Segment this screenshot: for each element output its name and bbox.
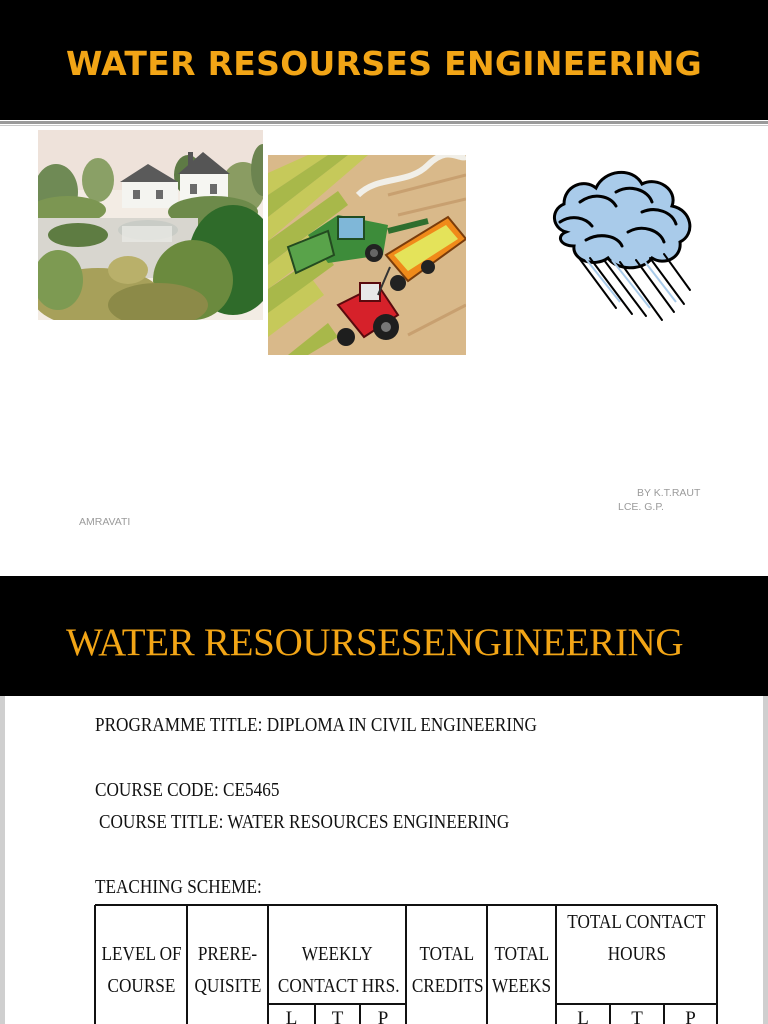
location-text: AMRAVATI bbox=[79, 516, 131, 528]
subheader-weekly-l: L bbox=[285, 1008, 298, 1024]
course-code: COURSE CODE: CE5465 bbox=[95, 779, 280, 801]
subheader-weekly-t: T bbox=[331, 1008, 344, 1024]
header-total-contact-hours: TOTAL CONTACT HOURS bbox=[567, 911, 706, 965]
author-affiliation: LCE. G.P. bbox=[618, 501, 664, 513]
programme-title: PROGRAMME TITLE: DIPLOMA IN CIVIL ENGINEERING bbox=[95, 714, 537, 736]
header-total-credits: TOTAL CREDITS bbox=[411, 943, 484, 997]
header-divider-thin bbox=[0, 125, 768, 126]
header-divider bbox=[0, 121, 768, 124]
author-credit bbox=[600, 486, 720, 514]
header-total-weeks: TOTAL WEEKS bbox=[491, 943, 552, 997]
syllabus-slide-heading: WATER RESOURSESENGINEERING bbox=[66, 621, 684, 664]
village-pond-clipart bbox=[38, 130, 263, 320]
subheader-total-p: P bbox=[685, 1008, 696, 1024]
header-level-of-course: LEVEL OF COURSE bbox=[101, 943, 182, 997]
subheader-weekly-p: P bbox=[377, 1008, 389, 1024]
syllabus-slide bbox=[0, 576, 768, 1024]
teaching-scheme-label: TEACHING SCHEME: bbox=[95, 876, 262, 898]
header-prerequisite: PRERE- QUISITE bbox=[194, 943, 261, 997]
rain-cloud-clipart bbox=[546, 162, 700, 324]
title-slide-heading: WATER RESOURSES ENGINEERING bbox=[65, 44, 703, 83]
author-name: BY K.T.RAUT bbox=[637, 487, 701, 499]
subheader-total-t: T bbox=[631, 1008, 643, 1024]
course-title: COURSE TITLE: WATER RESOURCES ENGINEERING bbox=[99, 811, 510, 833]
header-weekly-contact-hrs: WEEKLY CONTACT HRS. bbox=[277, 943, 400, 997]
subheader-total-l: L bbox=[577, 1008, 589, 1024]
harvester-tractor-field-clipart bbox=[268, 155, 466, 355]
